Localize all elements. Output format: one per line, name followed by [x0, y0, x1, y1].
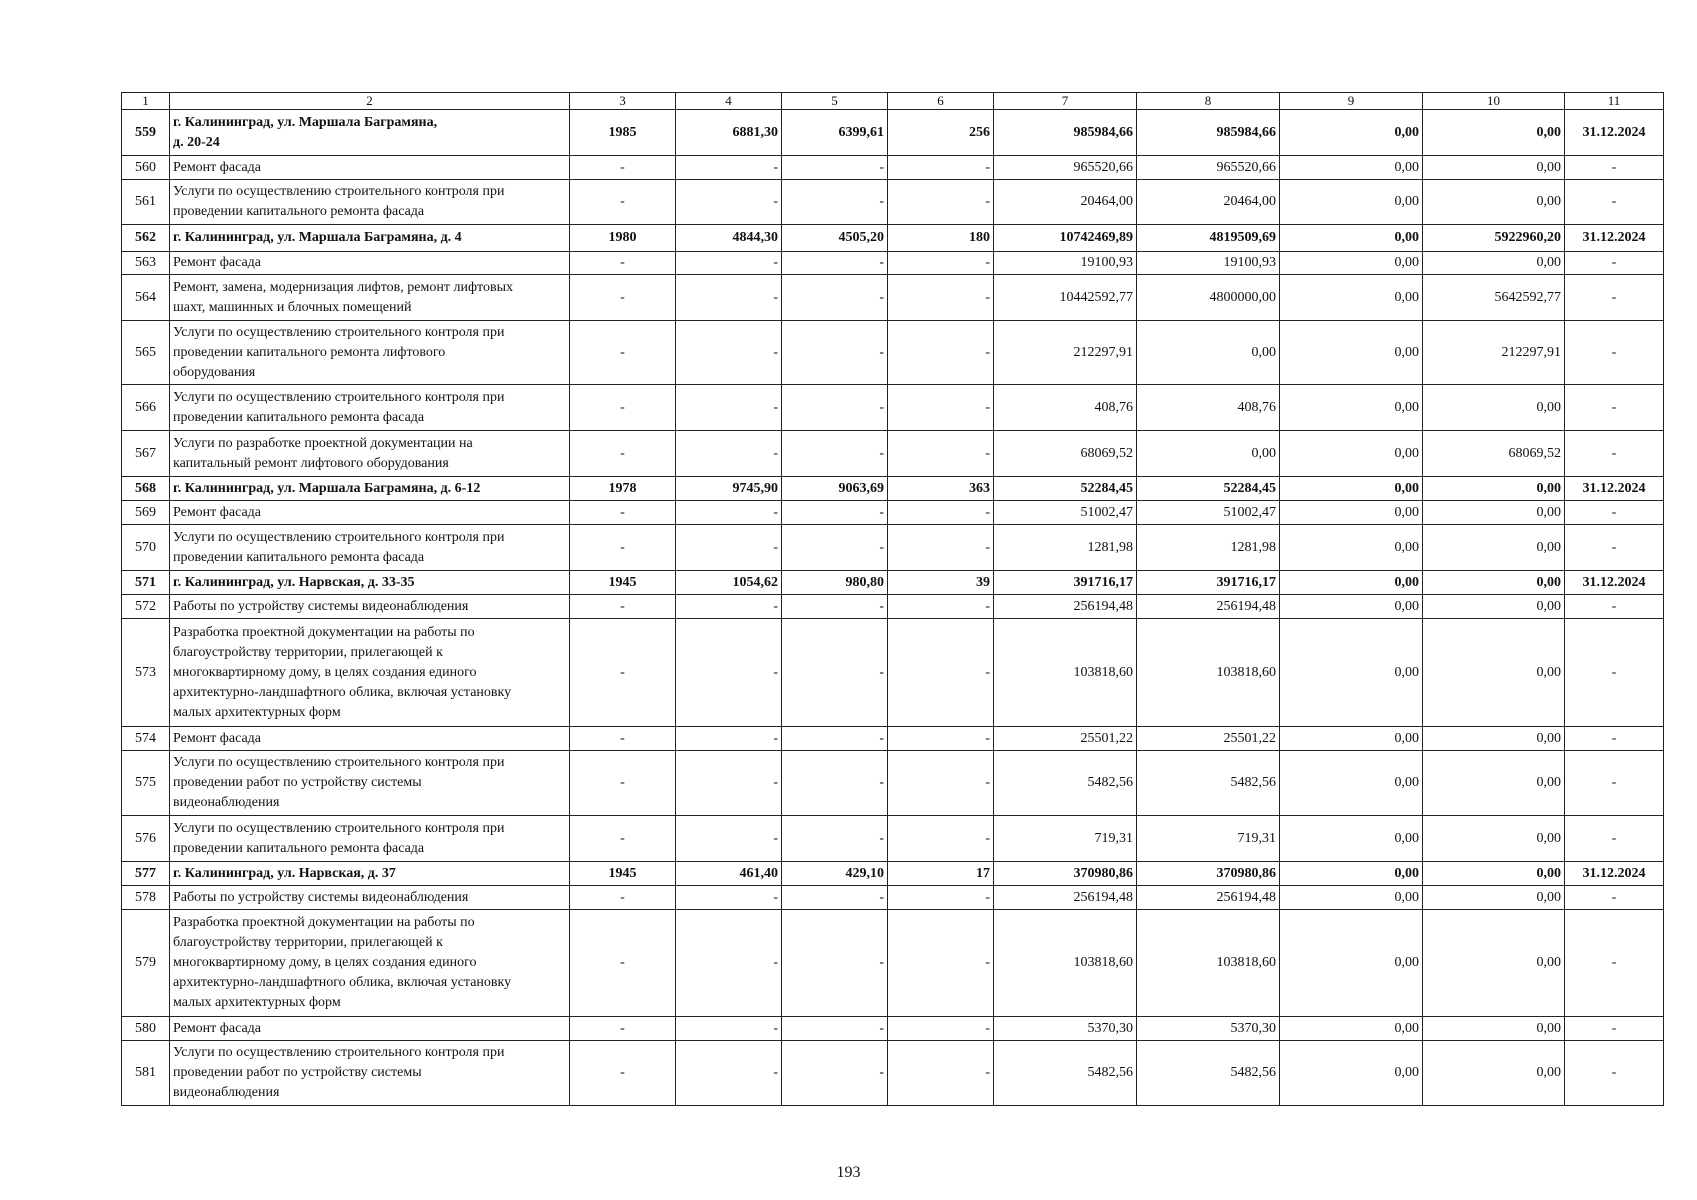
column-header: 3: [570, 93, 676, 110]
row-number-cell: 565: [122, 321, 170, 385]
cost-source-a-cell: 51002,47: [1137, 501, 1280, 525]
cost-source-b-cell: 0,00: [1280, 252, 1423, 275]
total-area-cell: -: [676, 619, 782, 727]
table-row: [122, 321, 1664, 385]
cost-source-a-cell: 1281,98: [1137, 525, 1280, 571]
residents-cell: -: [888, 156, 994, 180]
year-built-cell: -: [570, 275, 676, 321]
table-row: [122, 275, 1664, 321]
year-built-cell: -: [570, 501, 676, 525]
living-area-cell: -: [782, 525, 888, 571]
year-built-cell: 1978: [570, 477, 676, 501]
total-area-cell: -: [676, 751, 782, 816]
residents-cell: 17: [888, 862, 994, 886]
cost-source-c-cell: 0,00: [1423, 385, 1565, 431]
row-number-cell: 570: [122, 525, 170, 571]
year-built-cell: -: [570, 321, 676, 385]
residents-cell: -: [888, 1017, 994, 1041]
total-area-cell: -: [676, 180, 782, 225]
work-description-cell: Ремонт фасада: [170, 156, 570, 180]
cost-source-a-cell: 0,00: [1137, 321, 1280, 385]
residents-cell: -: [888, 886, 994, 910]
work-description-cell: Услуги по осуществлению строительного контроля при проведении работ по устройству системы видеонаблюдения: [170, 751, 570, 816]
table-row: [122, 252, 1664, 275]
total-area-cell: 6881,30: [676, 110, 782, 156]
cost-source-b-cell: 0,00: [1280, 180, 1423, 225]
page-number: 193: [836, 1164, 861, 1181]
living-area-cell: -: [782, 886, 888, 910]
table-row: [122, 816, 1664, 862]
table-row: [122, 1041, 1664, 1106]
cost-source-b-cell: 0,00: [1280, 571, 1423, 595]
row-number-cell: 580: [122, 1017, 170, 1041]
total-area-cell: -: [676, 275, 782, 321]
total-cost-cell: 256194,48: [994, 595, 1137, 619]
total-cost-cell: 370980,86: [994, 862, 1137, 886]
completion-date-cell: -: [1565, 431, 1664, 477]
cost-source-b-cell: 0,00: [1280, 501, 1423, 525]
work-description-cell: Услуги по разработке проектной документации на капитальный ремонт лифтового оборудования: [170, 431, 570, 477]
cost-source-c-cell: 0,00: [1423, 525, 1565, 571]
year-built-cell: -: [570, 595, 676, 619]
completion-date-cell: -: [1565, 525, 1664, 571]
row-number-cell: 566: [122, 385, 170, 431]
row-number-cell: 577: [122, 862, 170, 886]
total-area-cell: -: [676, 595, 782, 619]
residents-cell: -: [888, 751, 994, 816]
cost-source-b-cell: 0,00: [1280, 1017, 1423, 1041]
total-area-cell: -: [676, 252, 782, 275]
living-area-cell: -: [782, 385, 888, 431]
residents-cell: -: [888, 727, 994, 751]
cost-source-a-cell: 256194,48: [1137, 595, 1280, 619]
total-cost-cell: 391716,17: [994, 571, 1137, 595]
row-number-cell: 579: [122, 910, 170, 1017]
column-header: 8: [1137, 93, 1280, 110]
cost-source-c-cell: 0,00: [1423, 595, 1565, 619]
cost-source-c-cell: 0,00: [1423, 751, 1565, 816]
residents-cell: -: [888, 525, 994, 571]
row-number-cell: 569: [122, 501, 170, 525]
work-description-cell: Работы по устройству системы видеонаблюдения: [170, 595, 570, 619]
completion-date-cell: -: [1565, 501, 1664, 525]
row-number-cell: 568: [122, 477, 170, 501]
work-description-cell: г. Калининград, ул. Маршала Баграмяна, д. 4: [170, 225, 570, 252]
cost-source-c-cell: 0,00: [1423, 1017, 1565, 1041]
living-area-cell: -: [782, 595, 888, 619]
work-description-cell: Ремонт фасада: [170, 501, 570, 525]
year-built-cell: -: [570, 1041, 676, 1106]
work-description-cell: Разработка проектной документации на работы по благоустройству территории, прилегающей к многоквартирному дому, в целях создания единого архитектурно-ландшафтного облика, включая установку малых архитектурных форм: [170, 619, 570, 727]
completion-date-cell: 31.12.2024: [1565, 110, 1664, 156]
completion-date-cell: 31.12.2024: [1565, 477, 1664, 501]
cost-source-c-cell: 0,00: [1423, 252, 1565, 275]
total-cost-cell: 20464,00: [994, 180, 1137, 225]
cost-source-a-cell: 719,31: [1137, 816, 1280, 862]
residents-cell: 363: [888, 477, 994, 501]
table-row: [122, 751, 1664, 816]
living-area-cell: 4505,20: [782, 225, 888, 252]
row-number-cell: 562: [122, 225, 170, 252]
table-body: [122, 110, 1664, 1106]
column-header: 10: [1423, 93, 1565, 110]
cost-source-b-cell: 0,00: [1280, 385, 1423, 431]
cost-source-a-cell: 5370,30: [1137, 1017, 1280, 1041]
row-number-cell: 578: [122, 886, 170, 910]
total-cost-cell: 212297,91: [994, 321, 1137, 385]
cost-source-c-cell: 0,00: [1423, 727, 1565, 751]
total-cost-cell: 408,76: [994, 385, 1137, 431]
year-built-cell: -: [570, 910, 676, 1017]
completion-date-cell: 31.12.2024: [1565, 225, 1664, 252]
completion-date-cell: -: [1565, 751, 1664, 816]
completion-date-cell: -: [1565, 727, 1664, 751]
row-number-cell: 560: [122, 156, 170, 180]
work-description-cell: Услуги по осуществлению строительного контроля при проведении капитального ремонта фасада: [170, 180, 570, 225]
completion-date-cell: -: [1565, 886, 1664, 910]
cost-source-b-cell: 0,00: [1280, 862, 1423, 886]
total-area-cell: -: [676, 886, 782, 910]
year-built-cell: -: [570, 886, 676, 910]
cost-source-c-cell: 0,00: [1423, 886, 1565, 910]
residents-cell: -: [888, 180, 994, 225]
table-row: [122, 225, 1664, 252]
table-row: [122, 595, 1664, 619]
work-description-cell: Услуги по осуществлению строительного контроля при проведении работ по устройству системы видеонаблюдения: [170, 1041, 570, 1106]
living-area-cell: -: [782, 910, 888, 1017]
cost-source-a-cell: 4800000,00: [1137, 275, 1280, 321]
row-number-cell: 571: [122, 571, 170, 595]
work-description-cell: Ремонт, замена, модернизация лифтов, ремонт лифтовых шахт, машинных и блочных помещений: [170, 275, 570, 321]
residents-cell: -: [888, 275, 994, 321]
residents-cell: -: [888, 595, 994, 619]
cost-source-c-cell: 0,00: [1423, 110, 1565, 156]
cost-source-a-cell: 103818,60: [1137, 619, 1280, 727]
table-row: [122, 1017, 1664, 1041]
completion-date-cell: -: [1565, 595, 1664, 619]
cost-source-a-cell: 0,00: [1137, 431, 1280, 477]
residents-cell: -: [888, 816, 994, 862]
cost-source-b-cell: 0,00: [1280, 225, 1423, 252]
table-row: [122, 431, 1664, 477]
cost-source-a-cell: 5482,56: [1137, 1041, 1280, 1106]
column-header: 7: [994, 93, 1137, 110]
row-number-cell: 574: [122, 727, 170, 751]
living-area-cell: -: [782, 1041, 888, 1106]
work-description-cell: г. Калининград, ул. Нарвская, д. 37: [170, 862, 570, 886]
total-area-cell: -: [676, 525, 782, 571]
work-description-cell: г. Калининград, ул. Маршала Баграмяна, д. 20-24: [170, 110, 570, 156]
completion-date-cell: -: [1565, 321, 1664, 385]
cost-source-c-cell: 0,00: [1423, 862, 1565, 886]
table-row: [122, 727, 1664, 751]
table-row: [122, 385, 1664, 431]
total-area-cell: -: [676, 910, 782, 1017]
table-row: [122, 156, 1664, 180]
living-area-cell: -: [782, 252, 888, 275]
column-header: 6: [888, 93, 994, 110]
cost-source-b-cell: 0,00: [1280, 886, 1423, 910]
row-number-cell: 576: [122, 816, 170, 862]
cost-source-c-cell: 0,00: [1423, 571, 1565, 595]
total-area-cell: 4844,30: [676, 225, 782, 252]
cost-source-b-cell: 0,00: [1280, 110, 1423, 156]
year-built-cell: -: [570, 619, 676, 727]
total-area-cell: -: [676, 385, 782, 431]
year-built-cell: -: [570, 525, 676, 571]
table-row: [122, 110, 1664, 156]
total-cost-cell: 103818,60: [994, 910, 1137, 1017]
completion-date-cell: -: [1565, 816, 1664, 862]
residents-cell: -: [888, 501, 994, 525]
total-area-cell: -: [676, 1041, 782, 1106]
total-cost-cell: 10442592,77: [994, 275, 1137, 321]
year-built-cell: 1980: [570, 225, 676, 252]
completion-date-cell: -: [1565, 156, 1664, 180]
cost-source-c-cell: 212297,91: [1423, 321, 1565, 385]
year-built-cell: -: [570, 180, 676, 225]
year-built-cell: -: [570, 252, 676, 275]
total-cost-cell: 5482,56: [994, 751, 1137, 816]
cost-source-b-cell: 0,00: [1280, 751, 1423, 816]
work-description-cell: Ремонт фасада: [170, 1017, 570, 1041]
residents-cell: 256: [888, 110, 994, 156]
cost-source-c-cell: 0,00: [1423, 910, 1565, 1017]
total-area-cell: -: [676, 727, 782, 751]
total-area-cell: -: [676, 156, 782, 180]
cost-source-b-cell: 0,00: [1280, 321, 1423, 385]
cost-source-a-cell: 20464,00: [1137, 180, 1280, 225]
year-built-cell: -: [570, 727, 676, 751]
cost-source-a-cell: 25501,22: [1137, 727, 1280, 751]
work-description-cell: Ремонт фасада: [170, 252, 570, 275]
total-cost-cell: 5370,30: [994, 1017, 1137, 1041]
row-number-cell: 564: [122, 275, 170, 321]
cost-source-c-cell: 0,00: [1423, 180, 1565, 225]
column-header: 9: [1280, 93, 1423, 110]
total-cost-cell: 51002,47: [994, 501, 1137, 525]
year-built-cell: -: [570, 431, 676, 477]
work-description-cell: Услуги по осуществлению строительного контроля при проведении капитального ремонта лифтового оборудования: [170, 321, 570, 385]
total-cost-cell: 5482,56: [994, 1041, 1137, 1106]
column-header: 4: [676, 93, 782, 110]
total-cost-cell: 103818,60: [994, 619, 1137, 727]
living-area-cell: -: [782, 321, 888, 385]
living-area-cell: 6399,61: [782, 110, 888, 156]
residents-cell: -: [888, 619, 994, 727]
work-description-cell: Ремонт фасада: [170, 727, 570, 751]
total-cost-cell: 1281,98: [994, 525, 1137, 571]
residents-cell: -: [888, 321, 994, 385]
year-built-cell: -: [570, 385, 676, 431]
row-number-cell: 572: [122, 595, 170, 619]
total-cost-cell: 25501,22: [994, 727, 1137, 751]
total-cost-cell: 68069,52: [994, 431, 1137, 477]
row-number-cell: 573: [122, 619, 170, 727]
cost-source-b-cell: 0,00: [1280, 477, 1423, 501]
completion-date-cell: 31.12.2024: [1565, 571, 1664, 595]
cost-source-a-cell: 965520,66: [1137, 156, 1280, 180]
total-area-cell: -: [676, 321, 782, 385]
living-area-cell: -: [782, 727, 888, 751]
row-number-cell: 559: [122, 110, 170, 156]
year-built-cell: -: [570, 1017, 676, 1041]
column-header: 5: [782, 93, 888, 110]
table-row: [122, 180, 1664, 225]
cost-source-b-cell: 0,00: [1280, 275, 1423, 321]
cost-source-a-cell: 4819509,69: [1137, 225, 1280, 252]
total-area-cell: -: [676, 431, 782, 477]
living-area-cell: -: [782, 751, 888, 816]
year-built-cell: 1985: [570, 110, 676, 156]
cost-source-a-cell: 256194,48: [1137, 886, 1280, 910]
total-area-cell: -: [676, 816, 782, 862]
cost-source-b-cell: 0,00: [1280, 431, 1423, 477]
residents-cell: -: [888, 1041, 994, 1106]
completion-date-cell: -: [1565, 275, 1664, 321]
cost-source-a-cell: 391716,17: [1137, 571, 1280, 595]
cost-source-a-cell: 985984,66: [1137, 110, 1280, 156]
living-area-cell: 9063,69: [782, 477, 888, 501]
total-area-cell: 1054,62: [676, 571, 782, 595]
total-area-cell: -: [676, 501, 782, 525]
completion-date-cell: -: [1565, 619, 1664, 727]
work-description-cell: Услуги по осуществлению строительного контроля при проведении капитального ремонта фасада: [170, 816, 570, 862]
cost-source-c-cell: 0,00: [1423, 501, 1565, 525]
cost-source-c-cell: 0,00: [1423, 619, 1565, 727]
year-built-cell: 1945: [570, 862, 676, 886]
cost-source-b-cell: 0,00: [1280, 595, 1423, 619]
work-description-cell: Работы по устройству системы видеонаблюдения: [170, 886, 570, 910]
cost-source-c-cell: 68069,52: [1423, 431, 1565, 477]
completion-date-cell: 31.12.2024: [1565, 862, 1664, 886]
table-row: [122, 910, 1664, 1017]
residents-cell: -: [888, 910, 994, 1017]
row-number-cell: 581: [122, 1041, 170, 1106]
residents-cell: 39: [888, 571, 994, 595]
year-built-cell: -: [570, 751, 676, 816]
table-row: [122, 862, 1664, 886]
column-number-header: [122, 93, 1664, 110]
year-built-cell: -: [570, 816, 676, 862]
total-area-cell: 9745,90: [676, 477, 782, 501]
cost-source-a-cell: 408,76: [1137, 385, 1280, 431]
cost-source-c-cell: 0,00: [1423, 816, 1565, 862]
completion-date-cell: -: [1565, 252, 1664, 275]
column-header: 2: [170, 93, 570, 110]
work-description-cell: Услуги по осуществлению строительного контроля при проведении капитального ремонта фасада: [170, 385, 570, 431]
table-row: [122, 571, 1664, 595]
work-description-cell: Разработка проектной документации на работы по благоустройству территории, прилегающей к многоквартирному дому, в целях создания единого архитектурно-ландшафтного облика, включая установку малых архитектурных форм: [170, 910, 570, 1017]
total-cost-cell: 52284,45: [994, 477, 1137, 501]
work-description-cell: Услуги по осуществлению строительного контроля при проведении капитального ремонта фасада: [170, 525, 570, 571]
repair-schedule-table: [121, 92, 1664, 1106]
completion-date-cell: -: [1565, 1017, 1664, 1041]
cost-source-b-cell: 0,00: [1280, 525, 1423, 571]
completion-date-cell: -: [1565, 385, 1664, 431]
cost-source-b-cell: 0,00: [1280, 727, 1423, 751]
total-cost-cell: 965520,66: [994, 156, 1137, 180]
living-area-cell: -: [782, 156, 888, 180]
cost-source-c-cell: 5922960,20: [1423, 225, 1565, 252]
row-number-cell: 567: [122, 431, 170, 477]
living-area-cell: -: [782, 275, 888, 321]
completion-date-cell: -: [1565, 180, 1664, 225]
cost-source-a-cell: 52284,45: [1137, 477, 1280, 501]
residents-cell: 180: [888, 225, 994, 252]
living-area-cell: -: [782, 431, 888, 477]
living-area-cell: -: [782, 816, 888, 862]
cost-source-c-cell: 0,00: [1423, 1041, 1565, 1106]
residents-cell: -: [888, 385, 994, 431]
year-built-cell: -: [570, 156, 676, 180]
year-built-cell: 1945: [570, 571, 676, 595]
cost-source-b-cell: 0,00: [1280, 156, 1423, 180]
cost-source-a-cell: 370980,86: [1137, 862, 1280, 886]
living-area-cell: 980,80: [782, 571, 888, 595]
column-header: 1: [122, 93, 170, 110]
cost-source-b-cell: 0,00: [1280, 619, 1423, 727]
cost-source-c-cell: 0,00: [1423, 156, 1565, 180]
total-cost-cell: 719,31: [994, 816, 1137, 862]
living-area-cell: -: [782, 619, 888, 727]
cost-source-b-cell: 0,00: [1280, 816, 1423, 862]
work-description-cell: г. Калининград, ул. Маршала Баграмяна, д. 6-12: [170, 477, 570, 501]
table-row: [122, 501, 1664, 525]
cost-source-a-cell: 103818,60: [1137, 910, 1280, 1017]
living-area-cell: -: [782, 180, 888, 225]
table-row: [122, 525, 1664, 571]
table-row: [122, 477, 1664, 501]
residents-cell: -: [888, 252, 994, 275]
cost-source-a-cell: 5482,56: [1137, 751, 1280, 816]
total-cost-cell: 985984,66: [994, 110, 1137, 156]
cost-source-b-cell: 0,00: [1280, 910, 1423, 1017]
total-cost-cell: 256194,48: [994, 886, 1137, 910]
total-cost-cell: 10742469,89: [994, 225, 1137, 252]
living-area-cell: -: [782, 501, 888, 525]
total-area-cell: 461,40: [676, 862, 782, 886]
cost-source-b-cell: 0,00: [1280, 1041, 1423, 1106]
row-number-cell: 561: [122, 180, 170, 225]
column-header: 11: [1565, 93, 1664, 110]
total-area-cell: -: [676, 1017, 782, 1041]
row-number-cell: 563: [122, 252, 170, 275]
living-area-cell: 429,10: [782, 862, 888, 886]
work-description-cell: г. Калининград, ул. Нарвская, д. 33-35: [170, 571, 570, 595]
table-row: [122, 619, 1664, 727]
living-area-cell: -: [782, 1017, 888, 1041]
row-number-cell: 575: [122, 751, 170, 816]
cost-source-c-cell: 5642592,77: [1423, 275, 1565, 321]
residents-cell: -: [888, 431, 994, 477]
cost-source-c-cell: 0,00: [1423, 477, 1565, 501]
table-row: [122, 886, 1664, 910]
completion-date-cell: -: [1565, 910, 1664, 1017]
total-cost-cell: 19100,93: [994, 252, 1137, 275]
cost-source-a-cell: 19100,93: [1137, 252, 1280, 275]
completion-date-cell: -: [1565, 1041, 1664, 1106]
